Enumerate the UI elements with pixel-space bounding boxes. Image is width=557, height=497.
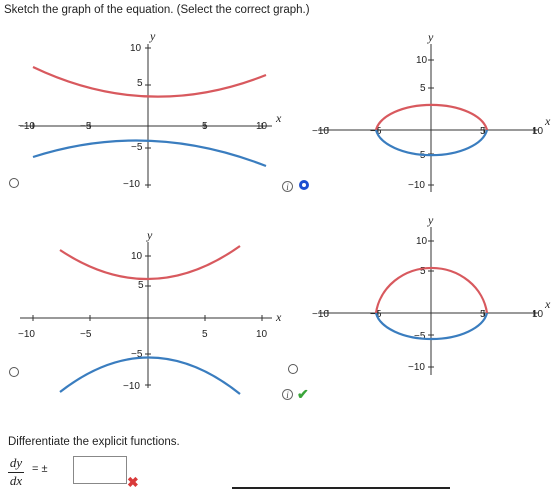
tick-label: −5 xyxy=(414,331,426,342)
tick-label: −10 xyxy=(312,126,329,137)
info-icon[interactable]: i xyxy=(282,389,293,400)
tick-label: −5 xyxy=(131,349,143,360)
tick-label: −5 xyxy=(370,126,382,137)
tick-label: 5 xyxy=(480,309,486,320)
tick-label: −5 xyxy=(370,309,382,320)
question-prompt: Sketch the graph of the equation. (Select the correct graph.) xyxy=(4,4,310,16)
graph-a-svg xyxy=(0,30,290,190)
x-axis-label: x xyxy=(276,310,282,324)
info-icon[interactable]: i xyxy=(282,181,293,192)
lower-branch-curve xyxy=(33,141,266,166)
tick-label: −5 xyxy=(80,121,92,132)
x-axis-label: x xyxy=(276,111,282,125)
graph-option-d xyxy=(300,213,557,378)
upper-branch-curve xyxy=(33,67,266,97)
y-axis-label: y xyxy=(428,213,434,227)
tick-label: −10 xyxy=(18,329,35,340)
tick-label: 10 xyxy=(131,251,143,262)
graph-option-c xyxy=(0,230,290,390)
tick-label: 5 xyxy=(420,266,426,277)
tick-label: 10 xyxy=(130,43,142,54)
tick-label: 10 xyxy=(416,55,428,66)
equals-plus-minus: = ± xyxy=(32,463,48,475)
derivative-denominator: dx xyxy=(9,473,23,488)
tick-label: −10 xyxy=(18,121,35,132)
tick-label: −10 xyxy=(408,362,425,373)
tick-label: −5 xyxy=(80,329,92,340)
y-axis-label: y xyxy=(147,228,153,242)
tick-label: 5 xyxy=(202,329,208,340)
graph-option-b xyxy=(300,30,557,195)
tick-label: 10 xyxy=(532,309,544,320)
tick-label: 5 xyxy=(420,83,426,94)
tick-label: 10 xyxy=(256,121,268,132)
radio-option-d[interactable] xyxy=(288,364,298,374)
radio-option-c[interactable] xyxy=(9,367,19,377)
y-axis-label: y xyxy=(150,29,156,43)
x-axis-label: x xyxy=(545,297,551,311)
radio-option-a[interactable] xyxy=(9,178,19,188)
graph-b-svg xyxy=(300,30,557,195)
tick-label: −5 xyxy=(131,142,143,153)
tick-label: −10 xyxy=(123,381,140,392)
derivative-answer-input[interactable] xyxy=(73,456,127,484)
tick-label: −5 xyxy=(414,150,426,161)
divider xyxy=(232,487,450,489)
tick-label: 5 xyxy=(202,121,208,132)
tick-label: 10 xyxy=(532,126,544,137)
tick-label: −10 xyxy=(123,179,140,190)
tick-label: 10 xyxy=(416,236,428,247)
radio-option-b[interactable] xyxy=(299,180,309,190)
tick-label: 5 xyxy=(480,126,486,137)
x-axis-label: x xyxy=(545,114,551,128)
check-icon: ✔ xyxy=(297,386,309,402)
tick-label: −10 xyxy=(408,180,425,191)
graph-c-svg xyxy=(0,230,290,390)
tick-label: −10 xyxy=(312,309,329,320)
tick-label: 5 xyxy=(137,78,143,89)
y-axis-label: y xyxy=(428,30,434,44)
tick-label: 10 xyxy=(256,329,268,340)
incorrect-x-icon: ✖ xyxy=(127,474,139,490)
upper-branch-curve xyxy=(60,246,240,279)
tick-label: 5 xyxy=(138,280,144,291)
derivative-numerator: dy xyxy=(8,455,24,473)
graph-d-svg xyxy=(300,213,557,378)
part2-title: Differentiate the explicit functions. xyxy=(8,436,180,448)
graph-option-a xyxy=(0,30,290,190)
lower-branch-curve xyxy=(60,357,240,394)
